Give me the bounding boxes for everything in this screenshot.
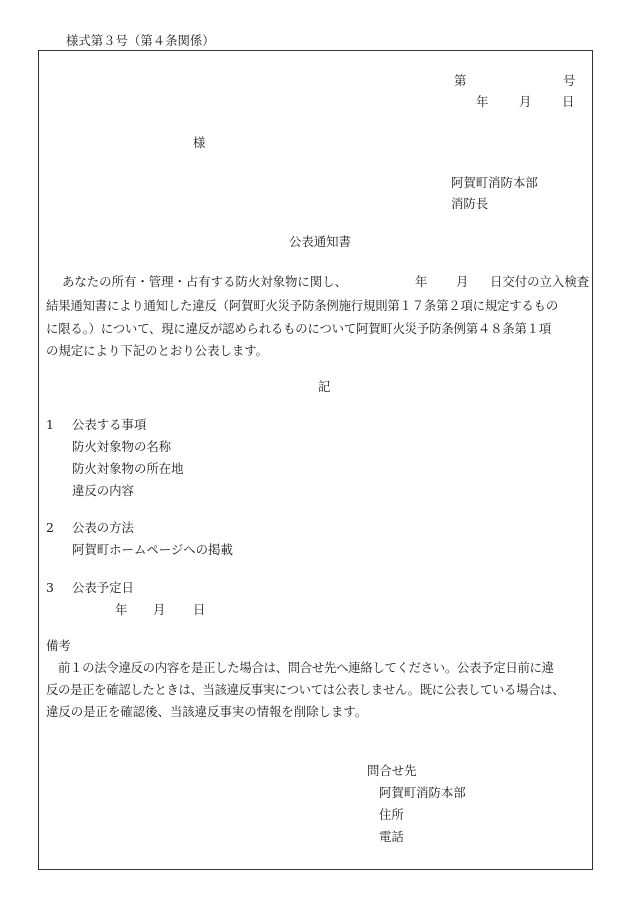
section-3-year: 年 (115, 602, 128, 617)
contact-address-label: 住所 (379, 807, 404, 822)
section-3-number: 3 (46, 580, 54, 595)
section-2-item-1: 阿賀町ホームページへの掲載 (72, 542, 233, 557)
remarks-line-3: 違反の是正を確認後、当該違反事実の情報を削除します。 (46, 704, 368, 719)
section-3-day: 日 (193, 602, 206, 617)
contact-organization: 阿賀町消防本部 (379, 785, 466, 800)
body-line-1b: 日交付の立入検査 (490, 274, 590, 289)
date-month: 月 (519, 94, 532, 109)
section-2-number: 2 (46, 520, 54, 535)
section-2-heading: 公表の方法 (72, 520, 134, 535)
number-prefix: 第 (454, 73, 467, 88)
section-1-item-1: 防火対象物の名称 (72, 439, 172, 454)
date-year: 年 (476, 94, 489, 109)
body-line-1-month: 月 (456, 274, 469, 289)
date-day: 日 (562, 94, 575, 109)
ki-marker: 記 (318, 379, 331, 394)
section-1-item-2: 防火対象物の所在地 (72, 461, 184, 476)
body-line-3: に限る。）について、現に違反が認められるものについて阿賀町火災予防条例第４８条第１項 (46, 321, 552, 336)
sender-title: 消防長 (451, 196, 489, 211)
document-frame (38, 50, 593, 870)
body-line-2: 結果通知書により通知した違反（阿賀町火災予防条例施行規則第１７条第２項に規定するもの (46, 298, 559, 313)
document-title: 公表通知書 (289, 234, 351, 249)
section-1-heading: 公表する事項 (72, 417, 147, 432)
section-1-item-3: 違反の内容 (72, 483, 134, 498)
contact-phone-label: 電話 (379, 829, 404, 844)
body-line-1-year: 年 (415, 274, 428, 289)
number-suffix: 号 (563, 73, 576, 88)
section-3-heading: 公表予定日 (72, 580, 134, 595)
remarks-heading: 備考 (46, 638, 71, 653)
body-line-4: の規定により下記のとおり公表します。 (46, 343, 269, 358)
body-line-1a: あなたの所有・管理・占有する防火対象物に関し、 (62, 274, 347, 289)
sender-organization: 阿賀町消防本部 (451, 175, 538, 190)
section-3-month: 月 (153, 602, 166, 617)
form-number-label: 様式第３号（第４条関係） (66, 33, 215, 48)
section-1-number: 1 (46, 417, 54, 432)
contact-heading: 問合せ先 (367, 763, 417, 778)
remarks-line-2: 反の是正を確認したときは、当該違反事実については公表しません。既に公表している場合は、 (46, 682, 565, 697)
recipient-suffix: 様 (193, 135, 206, 150)
remarks-line-1: 前１の法令違反の内容を是正した場合は、問合せ先へ連絡してください。公表予定日前に違 (58, 660, 554, 675)
